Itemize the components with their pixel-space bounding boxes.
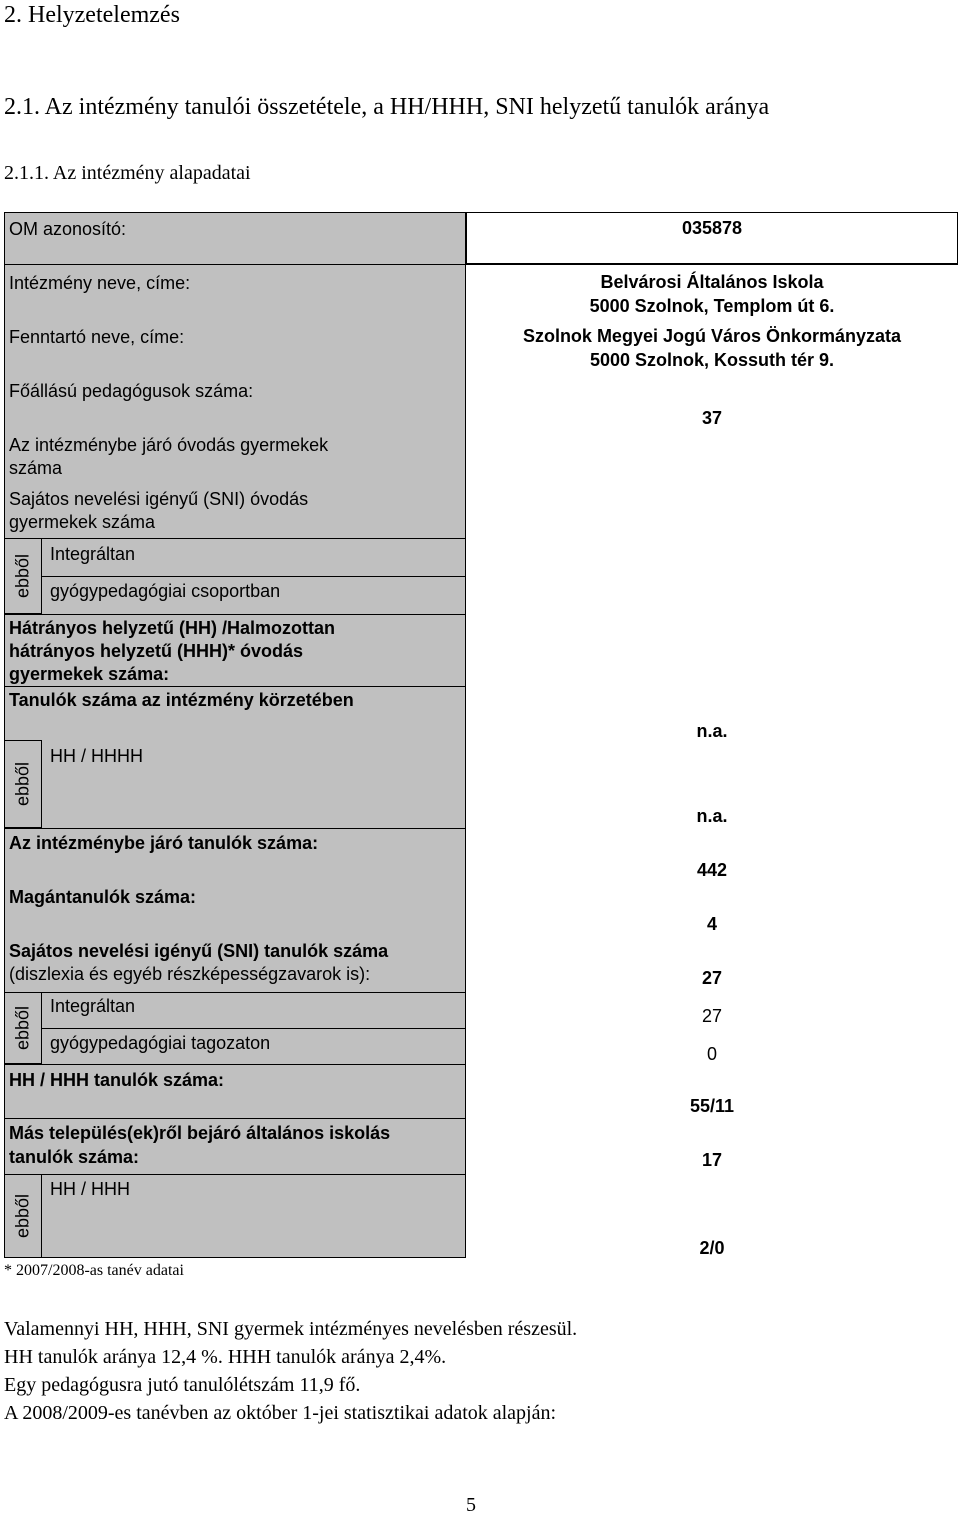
hh-kindergarten-label-3: gyermekek száma: xyxy=(9,664,170,684)
special-group-label: gyógypedagógiai csoportban xyxy=(50,581,281,601)
maintainer-name-value: Szolnok Megyei Jogú Város Önkormányzata xyxy=(522,326,902,346)
hh-hhh-label: HH / HHH xyxy=(50,1179,130,1199)
om-value: 035878 xyxy=(681,218,743,238)
sni-students-value: 27 xyxy=(701,968,723,988)
hh-students-label: HH / HHH tanulók száma: xyxy=(9,1070,225,1090)
paragraph-line: HH tanulók aránya 12,4 %. HHH tanulók aránya 2,4%. xyxy=(4,1346,447,1368)
sni-kindergarten-label-2: gyermekek száma xyxy=(9,512,156,532)
row-divider xyxy=(4,686,466,687)
kindergarten-count-label-2: száma xyxy=(9,458,63,478)
hh-hhhh-value: n.a. xyxy=(696,806,728,826)
commuting-students-label: Más település(ek)ről bejáró általános iskolás xyxy=(9,1123,391,1143)
row-divider xyxy=(4,538,466,539)
district-students-label: Tanulók száma az intézmény körzetében xyxy=(9,690,354,710)
integrated-label: Integráltan xyxy=(50,544,136,564)
row-divider xyxy=(4,1174,466,1175)
maintainer-label: Fenntartó neve, címe: xyxy=(9,327,185,347)
integrated-value: 27 xyxy=(701,1006,723,1026)
private-students-label: Magántanulók száma: xyxy=(9,887,197,907)
footnote: * 2007/2008-as tanév adatai xyxy=(4,1262,184,1279)
private-students-value: 4 xyxy=(706,914,717,934)
teachers-value: 37 xyxy=(701,408,723,428)
maintainer-address-value: 5000 Szolnok, Kossuth tér 9. xyxy=(589,350,835,370)
section-heading: 2. Helyzetelemzés xyxy=(4,2,180,28)
paragraph-line: A 2008/2009-es tanévben az október 1-jei statisztikai adatok alapján: xyxy=(4,1402,557,1424)
paragraph-line: Egy pedagógusra jutó tanulólétszám 11,9 fő. xyxy=(4,1374,361,1396)
special-section-value: 0 xyxy=(706,1044,717,1064)
row-divider xyxy=(4,614,466,615)
subsubsection-heading: 2.1.1. Az intézmény alapadatai xyxy=(4,162,251,184)
hh-hhh-value: 2/0 xyxy=(699,1238,725,1258)
institution-address-value: 5000 Szolnok, Templom út 6. xyxy=(589,296,835,316)
om-label: OM azonosító: xyxy=(9,219,127,239)
row-divider xyxy=(4,264,958,265)
ebbol-cell: ebből xyxy=(4,992,42,1064)
commuting-students-value: 17 xyxy=(701,1150,723,1170)
hh-students-value: 55/11 xyxy=(689,1096,735,1116)
row-divider xyxy=(4,1118,466,1119)
commuting-students-label-2: tanulók száma: xyxy=(9,1147,140,1167)
students-label: Az intézménybe járó tanulók száma: xyxy=(9,833,319,853)
teachers-label: Főállású pedagógusok száma: xyxy=(9,381,254,401)
ebbol-cell: ebből xyxy=(4,1174,42,1258)
sni-kindergarten-label: Sajátos nevelési igényű (SNI) óvodás xyxy=(9,489,309,509)
page-number: 5 xyxy=(466,1494,476,1516)
row-divider xyxy=(4,828,466,829)
institution-name-value: Belvárosi Általános Iskola xyxy=(600,272,824,292)
institution-name-label: Intézmény neve, címe: xyxy=(9,273,191,293)
sni-students-label: Sajátos nevelési igényű (SNI) tanulók száma xyxy=(9,941,389,961)
kindergarten-count-label: Az intézménybe járó óvodás gyermekek xyxy=(9,435,329,455)
sni-students-label-2: (diszlexia és egyéb részképességzavarok is): xyxy=(9,964,371,984)
hh-hhhh-label: HH / HHHH xyxy=(50,746,143,766)
ebbol-cell: ebből xyxy=(4,538,42,614)
subsection-heading: 2.1. Az intézmény tanulói összetétele, a HH/HHH, SNI helyzetű tanulók aránya xyxy=(4,94,770,120)
paragraph-line: Valamennyi HH, HHH, SNI gyermek intézményes nevelésben részesül. xyxy=(4,1318,578,1340)
row-divider xyxy=(4,1064,466,1065)
ebbol-cell: ebből xyxy=(4,740,42,828)
district-students-value: n.a. xyxy=(696,721,728,741)
hh-kindergarten-label-2: hátrányos helyzetű (HHH)* óvodás xyxy=(9,641,304,661)
sub-divider xyxy=(42,576,466,577)
integrated-label: Integráltan xyxy=(50,996,136,1016)
sub-divider xyxy=(42,1028,466,1029)
row-divider xyxy=(4,992,466,993)
special-section-label: gyógypedagógiai tagozaton xyxy=(50,1033,271,1053)
hh-kindergarten-label: Hátrányos helyzetű (HH) /Halmozottan xyxy=(9,618,336,638)
label-column xyxy=(4,212,466,1258)
students-value: 442 xyxy=(696,860,728,880)
